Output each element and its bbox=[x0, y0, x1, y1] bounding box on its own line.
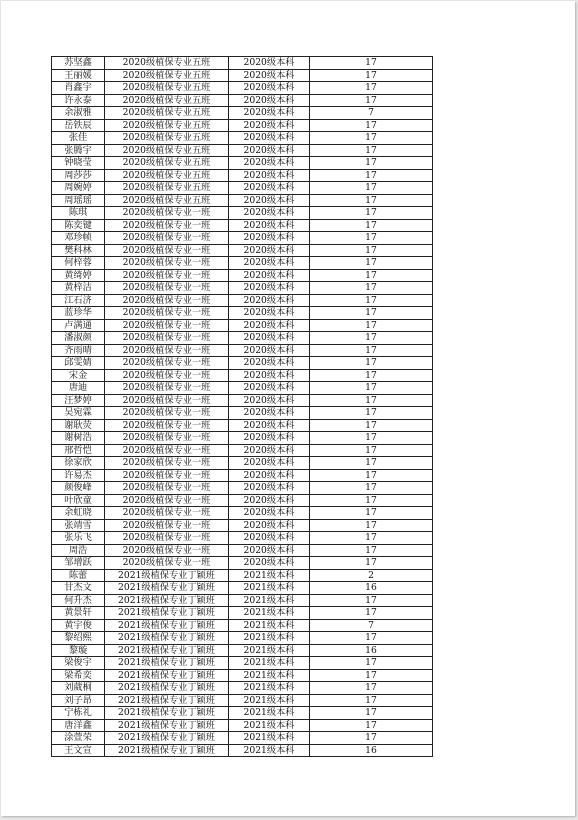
table-row bbox=[52, 332, 433, 345]
table-row bbox=[52, 582, 433, 595]
student-name-cell: 唐迪 bbox=[52, 382, 105, 395]
table-row bbox=[52, 282, 433, 295]
student-name-cell: 甘杰文 bbox=[52, 582, 105, 595]
class-name-cell: 2020级植保专业一班 bbox=[105, 432, 229, 445]
class-name-cell: 2020级植保专业一班 bbox=[105, 257, 229, 270]
grade-cell: 2020级本科 bbox=[229, 144, 310, 157]
table-row bbox=[52, 719, 433, 732]
class-name-cell: 2021级植保专业丁颖班 bbox=[105, 569, 229, 582]
class-name-cell: 2020级植保专业一班 bbox=[105, 394, 229, 407]
table-row bbox=[52, 569, 433, 582]
student-name-cell: 张佳 bbox=[52, 132, 105, 145]
grade-cell: 2020级本科 bbox=[229, 69, 310, 82]
student-name-cell: 吴宛霖 bbox=[52, 407, 105, 420]
student-name-cell: 许易杰 bbox=[52, 469, 105, 482]
class-name-cell: 2020级植保专业一班 bbox=[105, 307, 229, 320]
grade-cell: 2021级本科 bbox=[229, 744, 310, 757]
grade-cell: 2020级本科 bbox=[229, 332, 310, 345]
student-name-cell: 潘淑颜 bbox=[52, 332, 105, 345]
count-cell: 17 bbox=[310, 207, 433, 220]
class-name-cell: 2020级植保专业一班 bbox=[105, 419, 229, 432]
student-name-cell: 邓珍帧 bbox=[52, 232, 105, 245]
table-row bbox=[52, 194, 433, 207]
count-cell: 17 bbox=[310, 144, 433, 157]
table-row bbox=[52, 669, 433, 682]
table-row bbox=[52, 157, 433, 170]
count-cell: 17 bbox=[310, 382, 433, 395]
grade-cell: 2020级本科 bbox=[229, 444, 310, 457]
class-name-cell: 2020级植保专业一班 bbox=[105, 544, 229, 557]
table-row bbox=[52, 607, 433, 620]
student-name-cell: 黎绍熙 bbox=[52, 632, 105, 645]
class-name-cell: 2021级植保专业丁颖班 bbox=[105, 719, 229, 732]
count-cell: 17 bbox=[310, 69, 433, 82]
student-name-cell: 樊科林 bbox=[52, 244, 105, 257]
class-name-cell: 2021级植保专业丁颖班 bbox=[105, 619, 229, 632]
count-cell: 17 bbox=[310, 282, 433, 295]
student-name-cell: 钟晓莹 bbox=[52, 157, 105, 170]
table-row bbox=[52, 457, 433, 470]
count-cell: 17 bbox=[310, 57, 433, 70]
table-row bbox=[52, 657, 433, 670]
grade-cell: 2020级本科 bbox=[229, 507, 310, 520]
student-name-cell: 许永泰 bbox=[52, 94, 105, 107]
table-row bbox=[52, 244, 433, 257]
count-cell: 17 bbox=[310, 507, 433, 520]
table-row bbox=[52, 107, 433, 120]
student-name-cell: 涂萱荣 bbox=[52, 732, 105, 745]
table-row bbox=[52, 707, 433, 720]
table-row bbox=[52, 557, 433, 570]
document-page bbox=[1, 1, 575, 816]
class-name-cell: 2020级植保专业五班 bbox=[105, 132, 229, 145]
class-name-cell: 2020级植保专业一班 bbox=[105, 494, 229, 507]
count-cell: 17 bbox=[310, 457, 433, 470]
student-name-cell: 周瑶瑶 bbox=[52, 194, 105, 207]
class-name-cell: 2020级植保专业一班 bbox=[105, 269, 229, 282]
class-name-cell: 2020级植保专业一班 bbox=[105, 532, 229, 545]
class-name-cell: 2020级植保专业一班 bbox=[105, 344, 229, 357]
table-row bbox=[52, 482, 433, 495]
count-cell: 17 bbox=[310, 607, 433, 620]
student-name-cell: 谢耿荧 bbox=[52, 419, 105, 432]
class-name-cell: 2020级植保专业一班 bbox=[105, 482, 229, 495]
count-cell: 17 bbox=[310, 419, 433, 432]
count-cell: 17 bbox=[310, 594, 433, 607]
grade-cell: 2021级本科 bbox=[229, 594, 310, 607]
records-table bbox=[51, 56, 433, 757]
student-name-cell: 刘子昂 bbox=[52, 694, 105, 707]
records-table-body bbox=[52, 57, 433, 757]
grade-cell: 2020级本科 bbox=[229, 207, 310, 220]
count-cell: 17 bbox=[310, 344, 433, 357]
count-cell: 17 bbox=[310, 469, 433, 482]
class-name-cell: 2021级植保专业丁颖班 bbox=[105, 607, 229, 620]
count-cell: 17 bbox=[310, 432, 433, 445]
grade-cell: 2020级本科 bbox=[229, 532, 310, 545]
class-name-cell: 2020级植保专业五班 bbox=[105, 194, 229, 207]
student-name-cell: 邹增跃 bbox=[52, 557, 105, 570]
count-cell: 16 bbox=[310, 744, 433, 757]
grade-cell: 2020级本科 bbox=[229, 307, 310, 320]
grade-cell: 2020级本科 bbox=[229, 457, 310, 470]
table-row bbox=[52, 269, 433, 282]
count-cell: 17 bbox=[310, 332, 433, 345]
table-row bbox=[52, 694, 433, 707]
grade-cell: 2021级本科 bbox=[229, 582, 310, 595]
student-name-cell: 徐家欣 bbox=[52, 457, 105, 470]
student-name-cell: 张乐飞 bbox=[52, 532, 105, 545]
grade-cell: 2020级本科 bbox=[229, 94, 310, 107]
table-row bbox=[52, 444, 433, 457]
student-name-cell: 何梓蓉 bbox=[52, 257, 105, 270]
student-name-cell: 邢哲恺 bbox=[52, 444, 105, 457]
student-name-cell: 张腾宇 bbox=[52, 144, 105, 157]
class-name-cell: 2020级植保专业一班 bbox=[105, 444, 229, 457]
grade-cell: 2020级本科 bbox=[229, 432, 310, 445]
grade-cell: 2021级本科 bbox=[229, 632, 310, 645]
student-name-cell: 周莎莎 bbox=[52, 169, 105, 182]
student-name-cell: 宋金 bbox=[52, 369, 105, 382]
grade-cell: 2020级本科 bbox=[229, 194, 310, 207]
grade-cell: 2021级本科 bbox=[229, 657, 310, 670]
table-row bbox=[52, 119, 433, 132]
count-cell: 17 bbox=[310, 269, 433, 282]
class-name-cell: 2020级植保专业五班 bbox=[105, 119, 229, 132]
grade-cell: 2020级本科 bbox=[229, 394, 310, 407]
table-row bbox=[52, 744, 433, 757]
table-row bbox=[52, 519, 433, 532]
student-name-cell: 周婉婷 bbox=[52, 182, 105, 195]
table-row bbox=[52, 594, 433, 607]
count-cell: 17 bbox=[310, 157, 433, 170]
table-row bbox=[52, 294, 433, 307]
table-row bbox=[52, 432, 433, 445]
count-cell: 17 bbox=[310, 119, 433, 132]
class-name-cell: 2020级植保专业一班 bbox=[105, 207, 229, 220]
table-row bbox=[52, 532, 433, 545]
count-cell: 17 bbox=[310, 294, 433, 307]
table-row bbox=[52, 344, 433, 357]
grade-cell: 2021级本科 bbox=[229, 569, 310, 582]
count-cell: 17 bbox=[310, 82, 433, 95]
table-row bbox=[52, 82, 433, 95]
count-cell: 17 bbox=[310, 519, 433, 532]
class-name-cell: 2020级植保专业一班 bbox=[105, 232, 229, 245]
grade-cell: 2020级本科 bbox=[229, 157, 310, 170]
class-name-cell: 2020级植保专业五班 bbox=[105, 182, 229, 195]
student-name-cell: 余虹晓 bbox=[52, 507, 105, 520]
count-cell: 17 bbox=[310, 407, 433, 420]
table-row bbox=[52, 369, 433, 382]
student-name-cell: 梁希奕 bbox=[52, 669, 105, 682]
count-cell: 17 bbox=[310, 657, 433, 670]
student-name-cell: 唐洋鑫 bbox=[52, 719, 105, 732]
grade-cell: 2021级本科 bbox=[229, 707, 310, 720]
table-row bbox=[52, 407, 433, 420]
class-name-cell: 2020级植保专业一班 bbox=[105, 244, 229, 257]
student-name-cell: 梁俊宇 bbox=[52, 657, 105, 670]
class-name-cell: 2020级植保专业一班 bbox=[105, 557, 229, 570]
grade-cell: 2020级本科 bbox=[229, 382, 310, 395]
grade-cell: 2020级本科 bbox=[229, 344, 310, 357]
student-name-cell: 岳铁辰 bbox=[52, 119, 105, 132]
class-name-cell: 2021级植保专业丁颖班 bbox=[105, 682, 229, 695]
student-name-cell: 齐雨晴 bbox=[52, 344, 105, 357]
class-name-cell: 2020级植保专业一班 bbox=[105, 332, 229, 345]
student-name-cell: 颜俊峰 bbox=[52, 482, 105, 495]
class-name-cell: 2020级植保专业五班 bbox=[105, 144, 229, 157]
count-cell: 17 bbox=[310, 632, 433, 645]
count-cell: 17 bbox=[310, 682, 433, 695]
grade-cell: 2020级本科 bbox=[229, 244, 310, 257]
count-cell: 17 bbox=[310, 444, 433, 457]
table-row bbox=[52, 544, 433, 557]
count-cell: 17 bbox=[310, 557, 433, 570]
count-cell: 17 bbox=[310, 194, 433, 207]
grade-cell: 2020级本科 bbox=[229, 369, 310, 382]
table-row bbox=[52, 94, 433, 107]
grade-cell: 2020级本科 bbox=[229, 407, 310, 420]
count-cell: 17 bbox=[310, 544, 433, 557]
class-name-cell: 2020级植保专业五班 bbox=[105, 157, 229, 170]
grade-cell: 2020级本科 bbox=[229, 419, 310, 432]
grade-cell: 2020级本科 bbox=[229, 282, 310, 295]
student-name-cell: 张靖雪 bbox=[52, 519, 105, 532]
class-name-cell: 2021级植保专业丁颖班 bbox=[105, 669, 229, 682]
student-name-cell: 黄宇俊 bbox=[52, 619, 105, 632]
student-name-cell: 陈奕键 bbox=[52, 219, 105, 232]
grade-cell: 2020级本科 bbox=[229, 469, 310, 482]
grade-cell: 2021级本科 bbox=[229, 732, 310, 745]
student-name-cell: 宁栋礼 bbox=[52, 707, 105, 720]
count-cell: 7 bbox=[310, 107, 433, 120]
table-row bbox=[52, 69, 433, 82]
class-name-cell: 2020级植保专业一班 bbox=[105, 519, 229, 532]
class-name-cell: 2020级植保专业一班 bbox=[105, 382, 229, 395]
count-cell: 17 bbox=[310, 244, 433, 257]
class-name-cell: 2020级植保专业一班 bbox=[105, 282, 229, 295]
count-cell: 17 bbox=[310, 369, 433, 382]
student-name-cell: 陈琪 bbox=[52, 207, 105, 220]
class-name-cell: 2020级植保专业五班 bbox=[105, 169, 229, 182]
student-name-cell: 苏坚鑫 bbox=[52, 57, 105, 70]
grade-cell: 2020级本科 bbox=[229, 482, 310, 495]
class-name-cell: 2020级植保专业一班 bbox=[105, 407, 229, 420]
class-name-cell: 2020级植保专业一班 bbox=[105, 507, 229, 520]
table-row bbox=[52, 319, 433, 332]
student-name-cell: 余淑雅 bbox=[52, 107, 105, 120]
grade-cell: 2020级本科 bbox=[229, 119, 310, 132]
class-name-cell: 2021级植保专业丁颖班 bbox=[105, 632, 229, 645]
student-name-cell: 汪梦婷 bbox=[52, 394, 105, 407]
class-name-cell: 2020级植保专业五班 bbox=[105, 94, 229, 107]
grade-cell: 2020级本科 bbox=[229, 82, 310, 95]
student-name-cell: 蓝珍华 bbox=[52, 307, 105, 320]
grade-cell: 2020级本科 bbox=[229, 132, 310, 145]
class-name-cell: 2021级植保专业丁颖班 bbox=[105, 744, 229, 757]
class-name-cell: 2020级植保专业一班 bbox=[105, 219, 229, 232]
grade-cell: 2020级本科 bbox=[229, 357, 310, 370]
table-row bbox=[52, 632, 433, 645]
count-cell: 17 bbox=[310, 232, 433, 245]
class-name-cell: 2020级植保专业一班 bbox=[105, 469, 229, 482]
table-row bbox=[52, 132, 433, 145]
grade-cell: 2021级本科 bbox=[229, 644, 310, 657]
table-row bbox=[52, 619, 433, 632]
grade-cell: 2021级本科 bbox=[229, 682, 310, 695]
count-cell: 17 bbox=[310, 357, 433, 370]
count-cell: 17 bbox=[310, 132, 433, 145]
grade-cell: 2020级本科 bbox=[229, 57, 310, 70]
count-cell: 17 bbox=[310, 182, 433, 195]
count-cell: 17 bbox=[310, 707, 433, 720]
class-name-cell: 2021级植保专业丁颖班 bbox=[105, 582, 229, 595]
student-name-cell: 陈蕾 bbox=[52, 569, 105, 582]
table-row bbox=[52, 207, 433, 220]
table-row bbox=[52, 257, 433, 270]
table-row bbox=[52, 382, 433, 395]
grade-cell: 2020级本科 bbox=[229, 182, 310, 195]
grade-cell: 2020级本科 bbox=[229, 232, 310, 245]
student-name-cell: 王丽媛 bbox=[52, 69, 105, 82]
count-cell: 16 bbox=[310, 644, 433, 657]
grade-cell: 2020级本科 bbox=[229, 269, 310, 282]
class-name-cell: 2021级植保专业丁颖班 bbox=[105, 732, 229, 745]
grade-cell: 2020级本科 bbox=[229, 519, 310, 532]
class-name-cell: 2021级植保专业丁颖班 bbox=[105, 694, 229, 707]
count-cell: 17 bbox=[310, 94, 433, 107]
count-cell: 7 bbox=[310, 619, 433, 632]
table-row bbox=[52, 394, 433, 407]
student-name-cell: 卢满通 bbox=[52, 319, 105, 332]
class-name-cell: 2021级植保专业丁颖班 bbox=[105, 657, 229, 670]
grade-cell: 2020级本科 bbox=[229, 557, 310, 570]
student-name-cell: 周浩 bbox=[52, 544, 105, 557]
student-name-cell: 王文宣 bbox=[52, 744, 105, 757]
grade-cell: 2020级本科 bbox=[229, 219, 310, 232]
grade-cell: 2020级本科 bbox=[229, 169, 310, 182]
grade-cell: 2021级本科 bbox=[229, 669, 310, 682]
class-name-cell: 2020级植保专业一班 bbox=[105, 457, 229, 470]
count-cell: 17 bbox=[310, 307, 433, 320]
count-cell: 17 bbox=[310, 482, 433, 495]
grade-cell: 2021级本科 bbox=[229, 694, 310, 707]
count-cell: 16 bbox=[310, 582, 433, 595]
class-name-cell: 2020级植保专业五班 bbox=[105, 69, 229, 82]
count-cell: 17 bbox=[310, 169, 433, 182]
class-name-cell: 2020级植保专业五班 bbox=[105, 57, 229, 70]
table-row bbox=[52, 307, 433, 320]
student-name-cell: 刘葳桐 bbox=[52, 682, 105, 695]
grade-cell: 2020级本科 bbox=[229, 319, 310, 332]
table-row bbox=[52, 182, 433, 195]
class-name-cell: 2020级植保专业五班 bbox=[105, 82, 229, 95]
count-cell: 17 bbox=[310, 319, 433, 332]
student-name-cell: 黄梓洁 bbox=[52, 282, 105, 295]
table-row bbox=[52, 57, 433, 70]
student-name-cell: 何升杰 bbox=[52, 594, 105, 607]
grade-cell: 2020级本科 bbox=[229, 294, 310, 307]
student-name-cell: 叶欣童 bbox=[52, 494, 105, 507]
table-row bbox=[52, 682, 433, 695]
table-row bbox=[52, 219, 433, 232]
grade-cell: 2021级本科 bbox=[229, 619, 310, 632]
count-cell: 17 bbox=[310, 494, 433, 507]
student-name-cell: 谢树浩 bbox=[52, 432, 105, 445]
class-name-cell: 2021级植保专业丁颖班 bbox=[105, 644, 229, 657]
count-cell: 17 bbox=[310, 694, 433, 707]
class-name-cell: 2020级植保专业一班 bbox=[105, 294, 229, 307]
student-name-cell: 江石济 bbox=[52, 294, 105, 307]
count-cell: 2 bbox=[310, 569, 433, 582]
count-cell: 17 bbox=[310, 719, 433, 732]
count-cell: 17 bbox=[310, 219, 433, 232]
student-name-cell: 肖鑫宇 bbox=[52, 82, 105, 95]
class-name-cell: 2020级植保专业一班 bbox=[105, 319, 229, 332]
table-row bbox=[52, 507, 433, 520]
count-cell: 17 bbox=[310, 394, 433, 407]
student-name-cell: 邱雯婧 bbox=[52, 357, 105, 370]
table-row bbox=[52, 644, 433, 657]
student-name-cell: 黄绮婷 bbox=[52, 269, 105, 282]
class-name-cell: 2020级植保专业一班 bbox=[105, 357, 229, 370]
grade-cell: 2020级本科 bbox=[229, 107, 310, 120]
class-name-cell: 2021级植保专业丁颖班 bbox=[105, 594, 229, 607]
table-row bbox=[52, 732, 433, 745]
grade-cell: 2021级本科 bbox=[229, 719, 310, 732]
student-name-cell: 黎璇 bbox=[52, 644, 105, 657]
table-row bbox=[52, 232, 433, 245]
count-cell: 17 bbox=[310, 257, 433, 270]
class-name-cell: 2020级植保专业一班 bbox=[105, 369, 229, 382]
grade-cell: 2020级本科 bbox=[229, 257, 310, 270]
table-row bbox=[52, 494, 433, 507]
class-name-cell: 2020级植保专业五班 bbox=[105, 107, 229, 120]
grade-cell: 2021级本科 bbox=[229, 607, 310, 620]
table-row bbox=[52, 469, 433, 482]
class-name-cell: 2021级植保专业丁颖班 bbox=[105, 707, 229, 720]
count-cell: 17 bbox=[310, 669, 433, 682]
grade-cell: 2020级本科 bbox=[229, 544, 310, 557]
count-cell: 17 bbox=[310, 532, 433, 545]
count-cell: 17 bbox=[310, 732, 433, 745]
table-row bbox=[52, 169, 433, 182]
table-row bbox=[52, 357, 433, 370]
table-row bbox=[52, 144, 433, 157]
table-row bbox=[52, 419, 433, 432]
grade-cell: 2020级本科 bbox=[229, 494, 310, 507]
student-name-cell: 黄景轩 bbox=[52, 607, 105, 620]
